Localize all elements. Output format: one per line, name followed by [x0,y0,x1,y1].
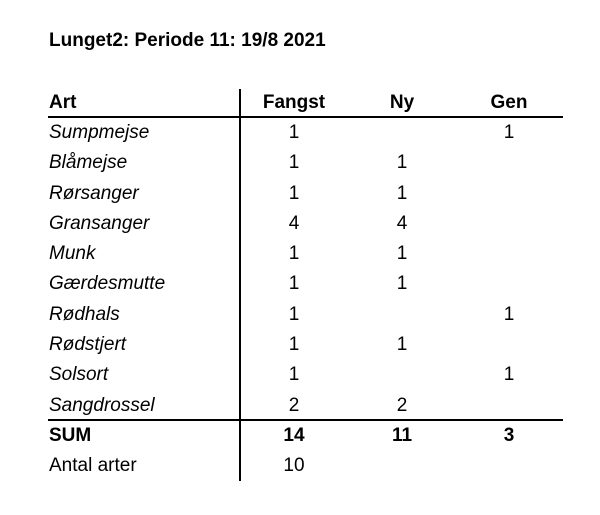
table-row [48,209,563,239]
ny-value: 1 [396,152,408,174]
table-row [48,360,563,390]
table-row [48,179,563,209]
antal-row [48,451,563,481]
table-row [48,391,563,421]
fangst-value: 1 [288,303,300,325]
ny-value: 4 [396,212,408,234]
fangst-value: 1 [288,334,300,356]
gen-value: 1 [503,364,515,386]
species-name: Gransanger [49,212,150,234]
header-art: Art [49,92,77,113]
table-row [48,118,563,148]
sum-row [48,421,563,451]
species-name: Gærdesmutte [49,273,166,295]
fangst-value: 2 [288,394,300,416]
fangst-value: 4 [288,212,300,234]
species-name: Solsort [49,364,109,386]
antal-label: Antal arter [49,455,137,477]
sum-ny: 11 [391,424,413,446]
table-row [48,269,563,299]
species-name: Sumpmejse [49,122,150,143]
fangst-value: 1 [288,182,300,204]
fangst-value: 1 [288,152,300,174]
ny-value: 1 [396,273,408,295]
ny-value: 1 [396,182,408,204]
fangst-value: 1 [288,364,300,386]
fangst-value: 1 [288,122,300,143]
sum-gen: 3 [503,424,515,446]
sum-fangst: 14 [283,424,305,446]
species-name: Rørsanger [49,182,139,204]
header-fangst: Fangst [262,92,326,113]
gen-value: 1 [503,303,515,325]
ny-value: 2 [396,394,408,416]
table-row [48,239,563,269]
fangst-value: 1 [288,243,300,265]
ny-value: 1 [396,243,408,265]
species-name: Sangdrossel [49,394,155,416]
table-header [48,89,563,117]
species-table [48,89,563,482]
fangst-value: 1 [288,273,300,295]
table-row [48,330,563,360]
species-name: Rødstjert [49,334,127,356]
gen-value: 1 [503,122,515,143]
table-row [48,148,563,178]
table-row [48,300,563,330]
species-name: Blåmejse [49,152,128,174]
antal-fangst: 10 [283,455,305,477]
ny-value: 1 [396,334,408,356]
species-name: Rødhals [49,303,120,325]
page-title: Lunget2: Periode 11: 19/8 2021 [49,30,326,51]
sum-label: SUM [49,424,92,446]
species-name: Munk [49,243,96,265]
header-gen: Gen [490,92,528,113]
header-ny: Ny [389,92,415,113]
